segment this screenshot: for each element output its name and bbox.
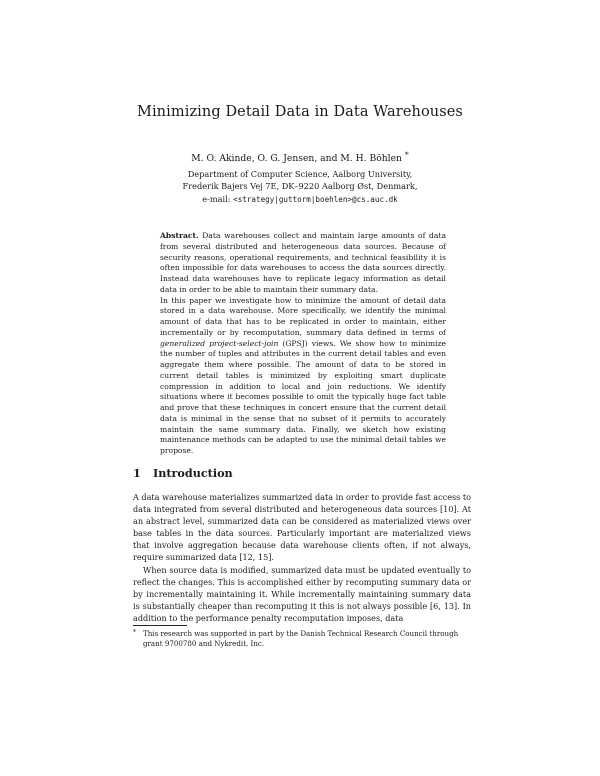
author-names: M. O. Akinde, O. G. Jensen, and M. H. Böhlen [191,153,402,165]
abstract-text-2b: (GPSJ) views. We show how to minimize the number of tuples and attributes in the current detail tables and even aggregate them where possible. The amount of data to be stored in current detail tables is minimized by exploiting smart duplicate compression in addition to local and join reductions. We identify situations where it becomes possible to omit the typically huge fact table and prove that these techniques in concert ensure that the current detail data is minimal in the sense that no subset of it permits to accurately maintain the same summary data. Finally, we sketch how existing maintenance methods can be adapted to use the minimal detail tables we propose. [160,338,446,455]
body-text [133,491,471,624]
email-address: <strategy|guttorm|boehlen>@cs.auc.dk [233,194,398,204]
body-paragraph-1: A data warehouse materializes summarized data in order to provide fast access to data integrated from several distributed and heterogeneous data sources [10]. At an abstract level, summarized data can be considered as materialized views over base tables in the data sources. Particularly important are materialized views that involve aggregation because data warehouse clients often, if not always, require summarized data [12, 15]. [133,492,471,563]
section-title: Introduction [153,466,233,480]
abstract-text-1: Data warehouses collect and maintain large amounts of data from several distributed and heterogeneous data sources. Because of security reasons, operational requirements, and technical feasibility it is often impossible for data warehouses to access the data sources directly. Instead data warehouses have to replicate legacy information as detail data in order to be able to maintain their summary data. [160,231,446,294]
affiliation-line-2: Frederik Bajers Vej 7E, DK–9220 Aalborg Øst, Denmark, [182,181,418,192]
abstract [160,231,446,457]
footnote-mark: * [133,629,136,636]
section-number: 1 [133,466,141,480]
footnote [133,629,471,649]
email-line [0,193,600,206]
footnote-text: This research was supported in part by the Danish Technical Research Council through grant 9700780 and Nykredit, Inc. [143,629,459,648]
abstract-italic-term: generalized project-select-join [160,338,279,348]
abstract-label: Abstract. [160,231,199,240]
footnote-rule [133,625,187,626]
author-footnote-mark: * [404,150,409,159]
affiliation-line-1: Department of Computer Science, Aalborg University, [187,169,413,179]
paper-title: Minimizing Detail Data in Data Warehouses [137,104,463,120]
abstract-text-2a: In this paper we investigate how to minimize the amount of detail data stored in a data warehouse. More specifically, we identify the minimal amount of data that has to be replicated in order to maintain, either incrementally or by recomputation, summary data defined in terms of [160,295,446,337]
section-heading [133,466,233,480]
body-paragraph-2: When source data is modified, summarized data must be updated eventually to reflect the changes. This is accomplished either by recomputing summary data or by incrementally maintaining it. While incrementally maintaining summary data is substantially cheaper than recomputing it this is not always possible [6, 13]. In addition to the performance penalty recomputation imposes, data [133,564,471,623]
abstract-paragraph-1 [160,231,446,296]
author-line [0,150,600,164]
abstract-paragraph-2 [160,296,446,457]
affiliation-block [0,168,600,206]
email-label: e-mail: [202,193,231,204]
